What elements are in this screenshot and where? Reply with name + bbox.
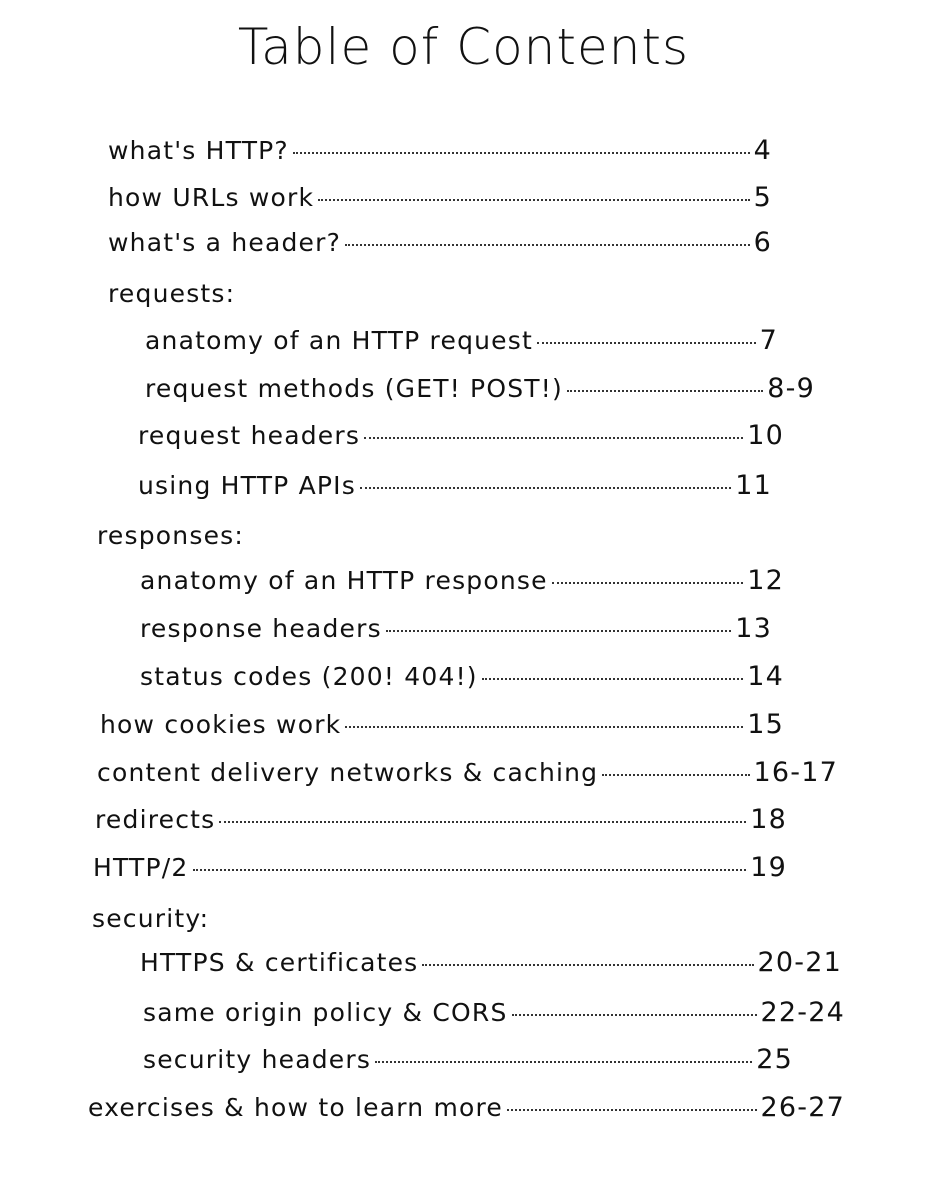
toc-entry [140,947,842,987]
dot-leader [375,1061,752,1063]
dot-leader [386,630,731,632]
toc-entry-page: 10 [747,420,784,451]
toc-entry-page: 11 [735,470,772,501]
toc-entry-label: content delivery networks & caching [97,758,599,787]
toc-entry-label: security headers [143,1045,372,1074]
toc-entry-page: 12 [747,565,784,596]
toc-entry-page: 14 [747,661,784,692]
toc-entry-label: HTTPS & certificates [140,948,419,977]
toc-entry-label: redirects [95,805,216,834]
toc-entry [138,470,772,510]
toc-entry [108,135,772,175]
toc-entry-page: 16-17 [753,757,838,788]
section-heading: security: [92,904,210,933]
toc-entry-page: 6 [753,227,772,258]
toc-entry-page: 7 [759,325,778,356]
toc-entry-label: response headers [140,614,382,643]
toc-entry [108,227,772,267]
toc-entry [100,709,784,749]
toc-entry-label: anatomy of an HTTP request [145,326,533,355]
toc-entry-label: same origin policy & CORS [143,998,508,1027]
toc-entry-page: 18 [750,804,787,835]
toc-entry [97,757,838,797]
dot-leader [507,1109,757,1111]
toc-entry-label: status codes (200! 404!) [140,662,478,691]
dot-leader [345,244,750,246]
toc-entry-label: what's HTTP? [108,136,289,165]
dot-leader [552,582,744,584]
toc-entry-label: request headers [138,421,361,450]
toc-entry-label: request methods (GET! POST!) [145,374,563,403]
toc-entry-label: how URLs work [108,183,315,212]
toc-entry-label: HTTP/2 [93,853,189,882]
toc-entry [93,852,787,892]
section-heading: responses: [97,521,244,550]
toc-entry [88,1092,845,1132]
dot-leader [345,726,743,728]
dot-leader [567,390,763,392]
dot-leader [537,342,756,344]
toc-entry-page: 4 [753,135,772,166]
toc-entry-label: exercises & how to learn more [88,1093,504,1122]
dot-leader [193,869,747,871]
toc-entry-page: 26-27 [760,1092,845,1123]
dot-leader [512,1014,757,1016]
toc-entry-label: anatomy of an HTTP response [140,566,548,595]
toc-entry-page: 5 [753,182,772,213]
toc-entry [95,804,787,844]
toc-entry-page: 15 [747,709,784,740]
toc-entry [145,373,815,413]
dot-leader [360,487,731,489]
toc-entry-page: 22-24 [760,997,845,1028]
toc-entry [140,613,772,653]
dot-leader [364,437,743,439]
toc-entry [108,182,772,222]
toc-entry-label: how cookies work [100,710,342,739]
toc-entry-page: 25 [756,1044,793,1075]
dot-leader [219,821,746,823]
toc-entry-label: using HTTP APIs [138,471,356,500]
toc-entry [140,565,784,605]
toc-entry [138,420,784,460]
dot-leader [293,152,750,154]
toc-entry-label: what's a header? [108,228,342,257]
toc-entry [140,661,784,701]
dot-leader [422,964,753,966]
dot-leader [602,774,749,776]
toc-entry-page: 19 [750,852,787,883]
section-heading: requests: [108,279,236,308]
toc-entry-page: 13 [735,613,772,644]
toc-entry [143,997,845,1037]
toc-entry-page: 8-9 [767,373,815,404]
dot-leader [318,199,749,201]
dot-leader [482,678,743,680]
toc-entry [143,1044,793,1084]
toc-entry [145,325,778,365]
toc-entry-page: 20-21 [757,947,842,978]
page-title: Table of Contents [237,18,690,76]
